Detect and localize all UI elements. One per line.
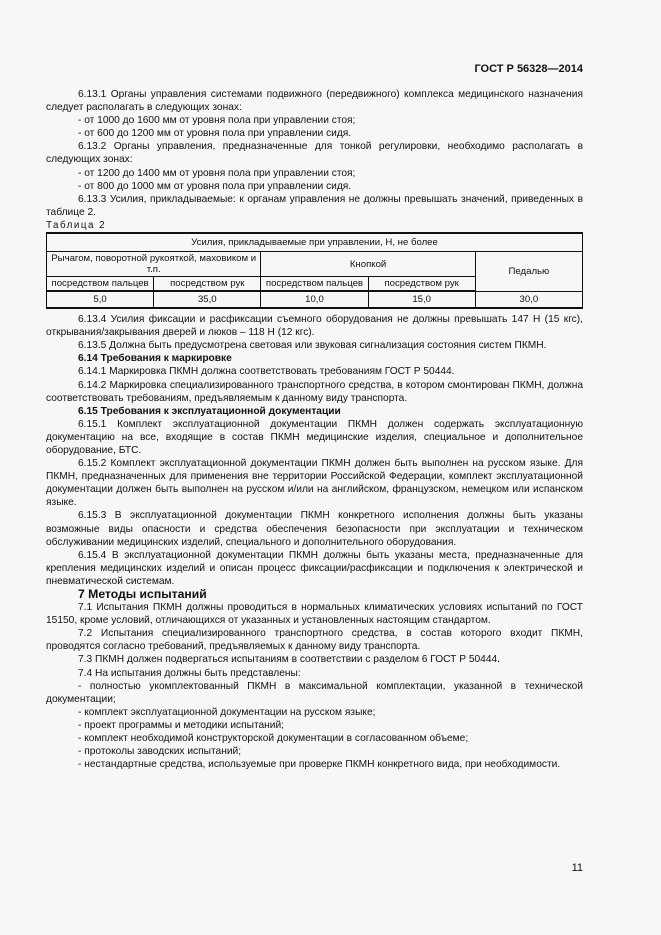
table-title-cell: Усилия, прикладываемые при управлении, Н, не более: [47, 233, 583, 252]
table-2: [46, 232, 583, 309]
clause-6-13-5: 6.13.5 Должна быть предусмотрена световая или звуковая сигнализация состояния систем ПКМН.: [78, 340, 547, 352]
clause-6-15-4: 6.15.4 В эксплуатационной документации ПКМН должны быть указаны места, предназначенные для крепления медицинских изделий и описан процесс фиксации/расфиксации и подключения к электрической и пневматической системам.: [46, 549, 583, 587]
clause-6-13-2: 6.13.2 Органы управления, предназначенные для тонкой регулировки, необходимо располагать в следующих зонах:: [46, 141, 583, 166]
page-content: [46, 88, 583, 771]
table-subheader: посредством рук: [368, 277, 475, 292]
clause-7-1: 7.1 Испытания ПКМН должны проводиться в нормальных климатических условиях испытаний по ГОСТ 15150, кроме условий, отличающихся от указанных и установленных настоящим стандартом.: [46, 602, 583, 627]
list-item: - от 1200 до 1400 мм от уровня пола при управлении стоя;: [78, 167, 356, 179]
section-heading-7: 7 Методы испытаний: [78, 587, 207, 601]
table-header-pedal: Педалью: [475, 252, 582, 292]
list-item: - проект программы и методики испытаний;: [78, 719, 284, 731]
list-item: - от 1000 до 1600 мм от уровня пола при управлении стоя;: [78, 115, 356, 127]
table-header-lever: Рычагом, поворотной рукояткой, маховиком и т.п.: [47, 252, 261, 277]
forces-table: [46, 232, 583, 309]
table-subheader: посредством пальцев: [47, 277, 154, 292]
section-heading-6-15: 6.15 Требования к эксплуатационной документации: [78, 405, 341, 417]
table-header-button: Кнопкой: [261, 252, 475, 277]
list-item: - комплект эксплуатационной документации на русском языке;: [78, 706, 376, 718]
list-item: - от 800 до 1000 мм от уровня пола при управлении сидя.: [78, 180, 352, 192]
list-item: - от 600 до 1200 мм от уровня пола при управлении сидя.: [78, 128, 352, 140]
clause-6-13-4: 6.13.4 Усилия фиксации и расфиксации съемного оборудования не должны превышать 147 Н (15 кгс), открывания/закрывания дверей и люков – 118 Н (12 кгс).: [46, 314, 583, 339]
list-item: - полностью укомплектованный ПКМН в максимальной комплектации, указанной в технической документации;: [46, 680, 583, 705]
clause-6-15-3: 6.15.3 В эксплуатационной документации ПКМН конкретного исполнения должны быть указаны возможные виды опасности и средства обеспечения безопасности при эксплуатации и техническом обслуживании медицинских изделий, специального и дополнительного оборудования.: [46, 510, 583, 548]
table-cell: 15,0: [368, 291, 475, 308]
document-code-header: ГОСТ Р 56328—2014: [474, 63, 583, 75]
table-subheader: посредством рук: [154, 277, 261, 292]
list-item: - протоколы заводских испытаний;: [78, 746, 242, 758]
section-heading-6-14: 6.14 Требования к маркировке: [78, 353, 232, 365]
clause-6-13-1: 6.13.1 Органы управления системами подвижного (передвижного) комплекса медицинского назначения следует располагать в следующих зонах:: [46, 89, 583, 114]
table-label: Таблица 2: [46, 219, 107, 231]
list-item: - нестандартные средства, используемые при проверке ПКМН конкретного вида, при необходимости.: [78, 759, 561, 771]
table-subheader: посредством пальцев: [261, 277, 368, 292]
table-cell: 30,0: [475, 291, 582, 308]
table-cell: 35,0: [154, 291, 261, 308]
list-item: - комплект необходимой конструкторской документации в согласованном объеме;: [78, 733, 469, 745]
clause-7-4: 7.4 На испытания должны быть представлены:: [78, 667, 301, 679]
table-cell: 10,0: [261, 291, 368, 308]
clause-7-2: 7.2 Испытания специализированного транспортного средства, в состав которого входит ПКМН, проводятся согласно требований, предъявляемых к данному виду транспорта.: [46, 628, 583, 653]
table-cell: 5,0: [47, 291, 154, 308]
clause-6-13-3: 6.13.3 Усилия, прикладываемые: к органам управления не должны превышать значений, приведенных в таблице 2.: [46, 193, 583, 218]
clause-7-3: 7.3 ПКМН должен подвергаться испытаниям в соответствии с разделом 6 ГОСТ Р 50444.: [78, 654, 501, 666]
page-number: 11: [571, 862, 583, 874]
clause-6-14-1: 6.14.1 Маркировка ПКМН должна соответствовать требованиям ГОСТ Р 50444.: [78, 366, 455, 378]
clause-6-15-2: 6.15.2 Комплект эксплуатационной документации ПКМН должен быть выполнен на русском языке. Для ПКМН, предназначенных для применения вне территории Российской Федерации, комплект эксплуатационной документации должен быть выполнен на русском и/или на английском, французском, немецком или испанском языке.: [46, 458, 583, 509]
clause-6-14-2: 6.14.2 Маркировка специализированного транспортного средства, в котором смонтирован ПКМН, должна соответствовать требованиям, предъявляемым к данному виду транспорта.: [46, 379, 583, 404]
clause-6-15-1: 6.15.1 Комплект эксплуатационной документации ПКМН должен содержать эксплуатационную документацию на все, входящие в состав ПКМН медицинские изделия, специальное и дополнительное оборудование, БТС.: [46, 418, 583, 456]
